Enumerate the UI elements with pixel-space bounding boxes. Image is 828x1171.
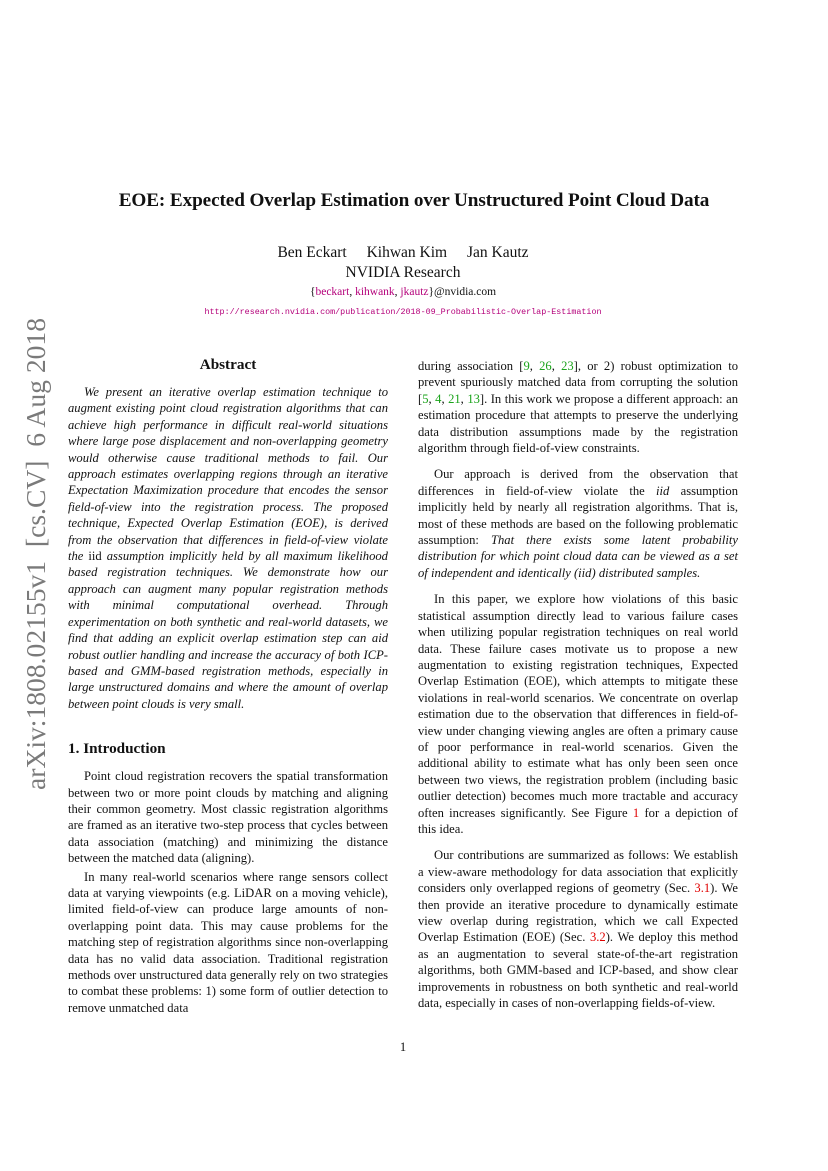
author-name: Ben Eckart [277, 244, 347, 261]
text-span: for a depiction of this idea. [418, 805, 738, 836]
section-ref-link[interactable]: 3.1 [694, 881, 711, 896]
citation-link[interactable]: 5 [422, 391, 429, 406]
left-column [68, 356, 388, 1016]
paper-title: EOE: Expected Overlap Estimation over Unstructured Point Cloud Data [118, 190, 710, 211]
abstract-text-part: assumption implicitly held by all maximum likelihood based registration techniques. We demonstrate how our approach can augment many popular registration methods with minimal computational overhead. Through experimentation on both synthetic and real-world datasets, we find that adding an explicit overlap estimation step can aid robust outlier handling and increase the accuracy of both ICP-based and GMM-based registration methods, especially in large unstructured domains and where the amount of overlap between point clouds is very small. [68, 549, 388, 711]
email-domain: }@nvidia.com [428, 286, 497, 298]
email-separator: , [394, 286, 401, 298]
page-number: 1 [399, 1040, 407, 1054]
affiliation: NVIDIA Research [345, 264, 461, 281]
email-separator: , [349, 286, 356, 298]
figure-ref-link[interactable]: 1 [632, 805, 640, 820]
section-ref-link[interactable]: 3.2 [589, 930, 606, 945]
assumption-quote: That there exists some latent probability distribution for which point cloud data can be viewed as a set of independent and identically (iid) distributed samples. [418, 533, 738, 580]
text-span: ], or 2) robust optimization to prevent spuriously matched data from corrupting the solution [ [418, 359, 738, 406]
iid-term: iid [656, 483, 670, 498]
email-link[interactable]: beckart [315, 286, 350, 298]
text-span: ]. In this work we propose a different approach: an estimation procedure that attempts to preserve the underlying data distribution assumptions made by the registration algorithm through field-of-view constraints. [418, 391, 739, 456]
author-list [0, 244, 806, 262]
project-url-link[interactable]: http://research.nvidia.com/publication/2018-09_Probabilistic-Overlap-Estimation [204, 307, 602, 317]
author-emails [0, 286, 806, 298]
citation-link[interactable]: 9 [523, 359, 530, 373]
body-paragraph [418, 591, 738, 837]
email-link[interactable]: jkautz [400, 286, 429, 298]
text-span: Our approach is derived from the observation that differences in field-of-view violate the [418, 467, 738, 498]
section-heading-introduction: 1. Introduction [68, 740, 166, 758]
text-span: Our contributions are summarized as follows: We establish a view-aware methodology for data association that explicitly considers only overlapped regions of geometry (Sec. [418, 848, 738, 896]
text-span: during association [ [418, 359, 524, 373]
text-span: assumption implicitly held by nearly all registration algorithms. That is, most of these methods are based on the following problematic assumption: [418, 483, 738, 548]
citation-link[interactable]: 4 [435, 391, 442, 406]
body-paragraph [418, 847, 738, 1011]
text-span: In this paper, we explore how violations of this basic statistical assumption directly lead to various failure cases when utilizing popular registration techniques on real world data. These failure cases motivate us to propose a new augmentation to existing registration techniques, Expected Overlap Estimation (EOE), which attempts to mitigate these violations in real-world scenarios. We concentrate on overlap estimation due to the observation that differences in field-of-view under changing viewing angles are often a primary cause of poor performance in real-world scenarios. Given the additional ability to estimate what has only been seen once between two views, the registration problem (including basic outlier detection) becomes much more tractable and accuracy often increases significantly. See Figure [418, 592, 738, 820]
right-column [418, 358, 738, 1011]
citation-link[interactable]: 13 [467, 391, 480, 406]
citation-link[interactable]: 26 [539, 359, 552, 373]
author-name: Kihwan Kim [366, 244, 448, 261]
abstract-heading: Abstract [199, 356, 257, 373]
arxiv-stamp-text: arXiv:1808.02155v1 [cs.CV] 6 Aug 2018 [21, 324, 51, 790]
intro-paragraph: Point cloud registration recovers the spatial transformation between two or more point clouds by matching and aligning their common geometry. Most classic registration algorithms are framed as an iterative two-step process that cycles between data association (matching) and minimizing the distance between the matched data (aligning). [68, 769, 388, 866]
body-paragraph [418, 466, 738, 581]
intro-paragraph: In many real-world scenarios where range sensors collect data at varying viewpoints (e.g. LiDAR on a moving vehicle), limited field-of-view can produce large amounts of non-overlapping point data. This may cause problems for the matching step of registration algorithms since non-overlapping data has no valid data association. Traditional registration methods over unstructured data generally rely on two strategies to combat these problems: 1) some form of outlier detection to remove unmatched data [68, 869, 388, 1015]
body-paragraph: during association [9, 26, 23], or 2) robust optimization to prevent spuriously matched data from corrupting the solution [5, 4, 21, 13]. In this work we propose a different approach: an estimation procedure that attempts to preserve the underlying data distribution assumptions made by the registration algorithm through field-of-view constraints. [418, 359, 739, 456]
arxiv-stamp [14, 315, 54, 793]
abstract-text-part: We present an iterative overlap estimation technique to augment existing point cloud registration algorithms that can achieve high performance in difficult real-world situations where large pose displacement and non-overlapping geometry would otherwise cause traditional methods to fail. Our approach estimates overlapping regions through an iterative Expectation Maximization procedure that encodes the sensor field-of-view into the registration process. The proposed technique, Expected Overlap Estimation (EOE), is derived from the observation that differences in field-of-view violate the [68, 385, 388, 564]
abstract-iid: iid [88, 549, 102, 564]
citation-link[interactable]: 21 [448, 391, 461, 406]
abstract-text [68, 384, 388, 712]
email-brace: { [309, 286, 316, 298]
citation-link[interactable]: 23 [561, 359, 574, 373]
email-link[interactable]: kihwank [355, 286, 395, 298]
text-span: ). We deploy this method as an augmentation to several state-of-the-art registration algorithms, both GMM-based and ICP-based, and show clear improvements in robustness on both synthetic and real-world data, especially in cases of non-overlapping fields-of-view. [418, 930, 738, 1011]
text-span: ). We then provide an iterative procedure to dynamically estimate view overlap during registration, which we call Expected Overlap Estimation (EOE) (Sec. [418, 881, 739, 945]
author-name: Jan Kautz [467, 244, 529, 261]
